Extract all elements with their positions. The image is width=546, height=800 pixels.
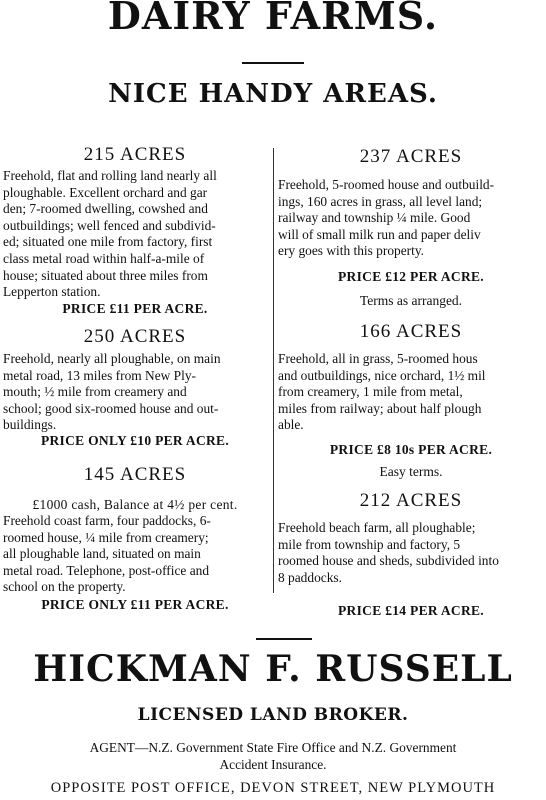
listing-heading: 212 ACRES <box>359 490 463 511</box>
listing-line: house; situated about three miles from <box>3 267 208 283</box>
listing-price: PRICE £14 PER ACRE. <box>338 603 484 618</box>
listing-line: ery goes with this property. <box>278 243 425 259</box>
listing-line: able. <box>278 417 304 433</box>
listing-line: Freehold, flat and rolling land nearly all <box>3 168 217 183</box>
listing-line: metal road. Telephone, post-office and <box>3 562 210 578</box>
title-divider <box>242 62 304 64</box>
page-subtitle: NICE HANDY AREAS. <box>108 79 438 109</box>
listing-line: Freehold beach farm, all ploughable; <box>278 520 476 535</box>
listing-line: Freehold, 5-roomed house and outbuild- <box>278 177 495 192</box>
listing-line: from creamery, 1 mile from metal, <box>278 384 463 400</box>
agent-line: AGENT—N.Z. Government State Fire Office and N.Z. Government <box>89 740 457 755</box>
listing-line: will of small milk run and paper deliv <box>278 226 481 242</box>
listing-heading: 237 ACRES <box>359 146 463 167</box>
column-divider <box>273 148 274 593</box>
listing-price: PRICE ONLY £11 PER ACRE. <box>41 597 229 612</box>
listing-line: den; 7-roomed dwelling, cowshed and <box>3 201 208 217</box>
listing-line: school on the property. <box>3 579 126 595</box>
listing-line: 8 paddocks. <box>278 569 342 585</box>
listing-terms: £1000 cash, Balance at 4½ per cent. <box>32 497 238 512</box>
listing-description <box>3 168 271 301</box>
agent-name: HICKMAN F. RUSSELL <box>33 648 513 690</box>
listing-line: outbuildings; well fenced and subdivid- <box>3 217 216 233</box>
listing-line: ed; situated one mile from factory, first <box>3 234 213 250</box>
listing-heading: 145 ACRES <box>83 464 187 485</box>
listing-line: Lepperton station. <box>3 284 101 300</box>
agent-details <box>0 739 546 773</box>
agent-title: LICENSED LAND BROKER. <box>137 705 409 725</box>
listing-line: Freehold, nearly all ploughable, on main <box>3 351 221 366</box>
listing-line: mile from township and factory, 5 <box>278 536 461 552</box>
listing-description <box>278 351 546 434</box>
listing-line: buildings. <box>3 417 57 433</box>
listing-line: all ploughable land, situated on main <box>3 546 201 562</box>
listing-line: school; good six-roomed house and out- <box>3 400 219 416</box>
page-title: DAIRY FARMS. <box>107 0 439 38</box>
listing-terms: Easy terms. <box>379 464 443 479</box>
listing-line: and outbuildings, nice orchard, 1½ mil <box>278 367 486 383</box>
listing-line: metal road, 13 miles from New Ply- <box>3 367 197 383</box>
listing-line: roomed house and sheds, subdivided into <box>278 553 499 569</box>
listing-description <box>3 513 271 596</box>
listing-line: ings, 160 acres in grass, all level land; <box>278 193 483 209</box>
listing-line: railway and township ¼ mile. Good <box>278 210 471 226</box>
listing-line: ploughable. Excellent orchard and gar <box>3 184 208 200</box>
agent-line: Accident Insurance. <box>219 757 327 772</box>
listing-heading: 166 ACRES <box>359 321 463 342</box>
listing-price: PRICE £11 PER ACRE. <box>62 301 208 316</box>
listing-line: roomed house, ¼ mile from creamery; <box>3 529 209 545</box>
listing-line: Freehold, all in grass, 5-roomed hous <box>278 351 478 366</box>
address: OPPOSITE POST OFFICE, DEVON STREET, NEW PLYMOUTH <box>50 780 496 796</box>
listing-price: PRICE £12 PER ACRE. <box>338 269 484 284</box>
listing-line: miles from railway; about half plough <box>278 400 482 416</box>
listing-description <box>3 351 271 434</box>
listing-description <box>278 177 546 260</box>
listing-line: class metal road within half-a-mile of <box>3 250 205 266</box>
listing-price: PRICE £8 10s PER ACRE. <box>329 442 493 457</box>
listing-description <box>278 520 546 586</box>
listing-line: Freehold coast farm, four paddocks, 6- <box>3 513 211 528</box>
listing-terms: Terms as arranged. <box>359 293 463 308</box>
footer-divider <box>256 638 312 640</box>
listing-heading: 215 ACRES <box>83 144 187 165</box>
listing-heading: 250 ACRES <box>83 326 187 347</box>
listing-price: PRICE ONLY £10 PER ACRE. <box>40 433 230 448</box>
listing-line: mouth; ½ mile from creamery and <box>3 384 187 400</box>
